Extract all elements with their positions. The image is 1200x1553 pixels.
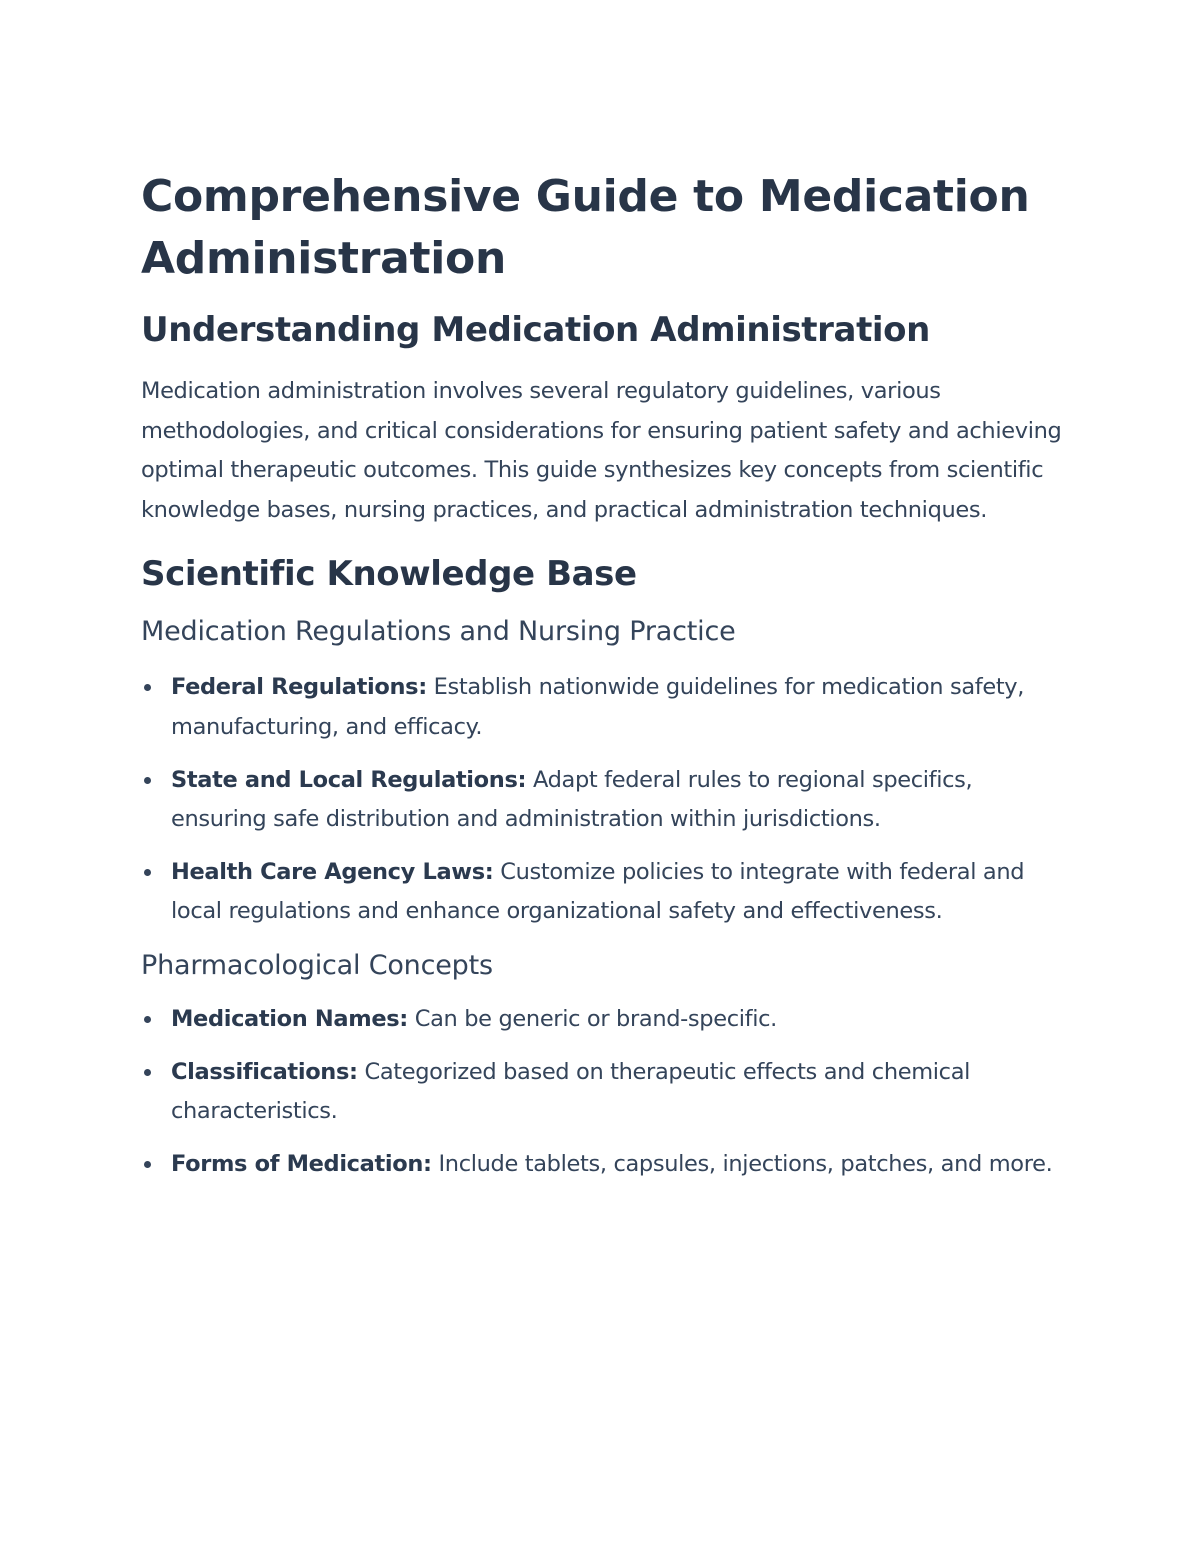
list-item-term: State and Local Regulations: <box>171 766 527 793</box>
list-item <box>141 1000 1071 1040</box>
list-item <box>141 668 1071 747</box>
bullet-icon <box>144 1016 151 1023</box>
bullet-icon <box>144 1161 151 1168</box>
pharmacological-list <box>141 1000 1071 1184</box>
list-item-text: Categorized based on therapeutic effects and chemical characteristics. <box>171 1058 971 1125</box>
bullet-icon <box>144 684 151 691</box>
subheading-regulations: Medication Regulations and Nursing Practice <box>141 616 736 648</box>
document-page <box>141 166 1071 1197</box>
document-title: Comprehensive Guide to Medication Administration <box>141 171 1030 284</box>
list-item <box>141 853 1071 932</box>
list-item-text: Establish nationwide guidelines for medication safety, manufacturing, and efficacy. <box>171 674 1025 740</box>
bullet-icon <box>144 777 151 784</box>
bullet-icon <box>144 1069 151 1076</box>
list-item-text: Customize policies to integrate with federal and local regulations and enhance organizational safety and effectiveness. <box>171 858 1025 925</box>
list-item-term: Federal Regulations: <box>171 674 427 701</box>
list-item <box>141 761 1071 840</box>
list-item-text: Include tablets, capsules, injections, patches, and more. <box>431 1150 1053 1177</box>
intro-paragraph: Medication administration involves several regulatory guidelines, various methodologies, and critical considerations for ensuring patient safety and achieving optimal therapeutic outcomes. This guide synthesizes key concepts from scientific knowledge bases, nursing practices, and practical administration techniques. <box>141 378 1062 523</box>
section-heading-scientific-knowledge: Scientific Knowledge Base <box>141 554 637 595</box>
regulations-list <box>141 668 1071 932</box>
subheading-pharmacological-concepts: Pharmacological Concepts <box>141 949 493 981</box>
list-item-text: Adapt federal rules to regional specifics, ensuring safe distribution and administration within jurisdictions. <box>171 766 973 833</box>
list-item-text: Can be generic or brand-specific. <box>407 1005 777 1032</box>
list-item <box>141 1053 1071 1132</box>
bullet-icon <box>144 869 151 876</box>
list-item <box>141 1145 1071 1185</box>
list-item-term: Classifications: <box>171 1058 358 1085</box>
list-item-term: Health Care Agency Laws: <box>171 858 494 885</box>
list-item-term: Forms of Medication: <box>171 1150 432 1177</box>
section-heading-understanding: Understanding Medication Administration <box>141 310 930 350</box>
list-item-term: Medication Names: <box>171 1005 408 1032</box>
